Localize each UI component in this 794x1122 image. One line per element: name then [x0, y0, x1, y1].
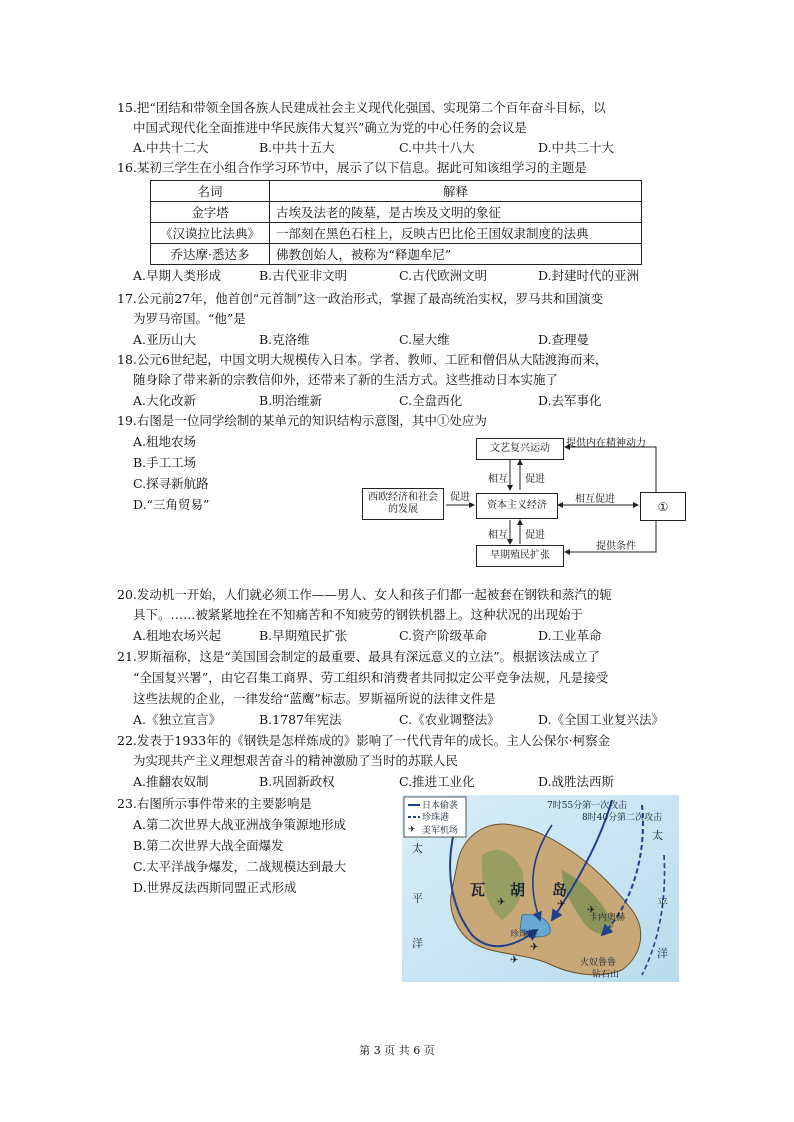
table-row [151, 223, 642, 244]
q23-option-a: A.第二次世界大战亚洲战争策源地形成 [133, 817, 347, 832]
second-attack-label: 8时40分第二次攻击 [582, 813, 663, 823]
legend-japanese-attack: 日本偷袭 [422, 801, 459, 811]
q23-stem: 23.右图所示事件带来的主要影响是 [117, 796, 312, 811]
q16-option-d: D.封建时代的亚洲 [538, 268, 640, 283]
table-header-row [151, 181, 642, 202]
island-name-char-1: 瓦 [470, 881, 486, 899]
q15-option-b: B.中共十五大 [259, 140, 335, 155]
q21-stem-line-3: 这些法规的企业，一律发给“蓝鹰”标志。罗斯福所说的法律文件是 [133, 691, 496, 706]
q17-stem-line-1: 17.公元前27年，他首创“元首制”这一政治形式，掌握了最高统治实权，罗马共和国演变 [117, 291, 604, 306]
place-kaneohe: 卡内奥赫 [589, 913, 626, 923]
pearl-harbor-map [402, 795, 679, 982]
svg-text:✈: ✈ [497, 897, 506, 908]
table-cell-explanation: 古埃及法老的陵墓，是古埃及文明的象征 [270, 202, 642, 223]
q23-option-b: B.第二次世界大战全面爆发 [133, 838, 284, 853]
box-renaissance: 文艺复兴运动 [476, 438, 564, 460]
box-western-economy: 西欧经济和社会的发展 [362, 488, 444, 520]
table-cell-term: 乔达摩·悉达多 [151, 244, 270, 265]
q18-option-d: D.去军事化 [538, 393, 602, 408]
ocean-label-east-3: 洋 [657, 947, 668, 960]
q15-option-c: C.中共十八大 [399, 140, 475, 155]
q18-option-b: B.明治维新 [259, 393, 323, 408]
table-row [151, 244, 642, 265]
svg-text:✈: ✈ [557, 899, 566, 910]
q17-option-d: D.查理曼 [538, 332, 590, 347]
q16-option-a: A.早期人类形成 [133, 268, 222, 283]
q21-option-c: C.《农业调整法》 [399, 712, 500, 727]
legend-pearl-harbor: 珍珠港 [422, 813, 450, 823]
table-header-explanation: 解释 [270, 181, 642, 202]
q22-option-d: D.战胜法西斯 [538, 774, 615, 789]
q16-option-b: B.古代亚非文明 [259, 268, 348, 283]
q17-option-c: C.屋大维 [399, 332, 450, 347]
svg-text:✈: ✈ [408, 825, 416, 835]
svg-text:✈: ✈ [510, 955, 519, 966]
ocean-label-east-1: 太 [652, 829, 663, 842]
label-provide-conditions: 提供条件 [596, 541, 636, 552]
q22-option-c: C.推进工业化 [399, 774, 475, 789]
q20-stem-line-2: 具下。……被紧紧地拴在不知痛苦和不知疲劳的钢铁机器上。这种状况的出现始于 [133, 607, 584, 622]
q15-option-a: A.中共十二大 [133, 140, 209, 155]
q20-option-a: A.租地农场兴起 [133, 628, 222, 643]
q15-option-d: D.中共二十大 [538, 140, 615, 155]
ocean-label-west-2: 平 [412, 892, 423, 905]
q15-stem-line-1: 15.把“团结和带领全国各族人民建成社会主义现代化强国、实现第二个百年奋斗目标，以 [117, 100, 606, 115]
q20-option-b: B.早期殖民扩张 [259, 628, 348, 643]
q21-option-d: D.《全国工业复兴法》 [538, 712, 665, 727]
q18-stem-line-2: 随身除了带来新的宗教信仰外，还带来了新的生活方式。这些推动日本实施了 [133, 372, 559, 387]
table-cell-term: 《汉谟拉比法典》 [151, 223, 270, 244]
q17-option-a: A.亚历山大 [133, 332, 197, 347]
q22-stem-line-1: 22.发表于1933年的《钢铁是怎样炼成的》影响了一代代青年的成长。主人公保尔·柯察金 [117, 733, 611, 748]
q16-option-c: C.古代欧洲文明 [399, 268, 488, 283]
q20-stem-line-1: 20.发动机一开始，人们就必须工作——男人、女人和孩子们都一起被套在钢铁和蒸汽的轭 [117, 587, 612, 602]
q20-option-d: D.工业革命 [538, 628, 602, 643]
table-cell-explanation: 一部刻在黑色石柱上，反映古巴比伦王国奴隶制度的法典 [270, 223, 642, 244]
q22-option-b: B.巩固新政权 [259, 774, 335, 789]
q21-stem-line-1: 21.罗斯福称，这是“美国国会制定的最重要、最具有深远意义的立法”。根据该法成立了 [117, 649, 600, 664]
q15-stem-line-2: 中国式现代化全面推进中华民族伟大复兴”确立为党的中心任务的会议是 [133, 120, 527, 135]
q21-option-b: B.1787年宪法 [259, 712, 342, 727]
ocean-label-east-2: 平 [657, 897, 668, 910]
ocean-label-west-1: 太 [412, 842, 423, 855]
q19-stem: 19.右图是一位同学绘制的某单元的知识结构示意图，其中①处应为 [117, 413, 487, 428]
q18-option-c: C.全盘西化 [399, 393, 463, 408]
place-diamond-head: 钻石山 [592, 970, 620, 980]
table-cell-explanation: 佛教创始人，被称为“释迦牟尼” [270, 244, 642, 265]
box-capitalism: 资本主义经济 [476, 493, 558, 519]
island-name-char-2: 胡 [510, 881, 526, 899]
label-promote-1: 促进 [525, 474, 545, 485]
page-number: 第 3 页 共 6 页 [359, 1044, 435, 1057]
island-name-char-3: 岛 [552, 881, 568, 899]
table-header-term: 名词 [151, 181, 270, 202]
svg-text:✈: ✈ [587, 905, 596, 916]
label-promote-left: 促进 [450, 492, 470, 503]
place-pearl-harbor: 珍珠港 [510, 930, 538, 940]
q18-stem-line-1: 18.公元6世纪起，中国文明大规模传入日本。学者、教师、工匠和僧侣从大陆渡海而来， [117, 352, 608, 367]
q17-option-b: B.克洛维 [259, 332, 310, 347]
label-promote-2: 促进 [525, 530, 545, 541]
q23-option-d: D.世界反法西斯同盟正式形成 [133, 880, 297, 895]
box-blank-1: ① [640, 492, 686, 521]
q22-option-a: A.推翻农奴制 [133, 774, 209, 789]
table-row [151, 202, 642, 223]
svg-text:✈: ✈ [530, 942, 539, 953]
q19-option-d: D.“三角贸易” [133, 497, 210, 512]
legend-us-airfield: 美军机场 [422, 826, 459, 836]
q17-stem-line-2: 为罗马帝国。“他”是 [133, 311, 246, 326]
q19-option-b: B.手工工场 [133, 455, 197, 470]
label-spirit-driver: 提供内在精神动力 [566, 438, 646, 449]
label-mutual-2: 相互 [488, 530, 508, 541]
q19-option-a: A.租地农场 [133, 434, 197, 449]
q18-option-a: A.大化改新 [133, 393, 197, 408]
q21-stem-line-2: “全国复兴署”，由它召集工商界、劳工组织和消费者共同拟定公平竞争法规，凡是接受 [133, 670, 609, 685]
knowledge-structure-diagram [360, 432, 690, 572]
label-mutual-1: 相互 [488, 474, 508, 485]
place-honolulu: 火奴鲁鲁 [580, 958, 617, 968]
q21-option-a: A.《独立宣言》 [133, 712, 222, 727]
q19-option-c: C.探寻新航路 [133, 476, 209, 491]
first-attack-label: 7时55分第一次攻击 [547, 801, 628, 811]
q16-stem: 16.某初三学生在小组合作学习环节中，展示了以下信息。据此可知该组学习的主题是 [117, 160, 587, 175]
q22-stem-line-2: 为实现共产主义理想艰苦奋斗的精神激励了当时的苏联人民 [133, 753, 459, 768]
q20-option-c: C.资产阶级革命 [399, 628, 488, 643]
q23-option-c: C.太平洋战争爆发，二战规模达到最大 [133, 859, 347, 874]
box-colonial-expansion: 早期殖民扩张 [476, 545, 564, 567]
ocean-label-west-3: 洋 [412, 937, 423, 950]
q16-terms-table [150, 180, 642, 265]
label-mutual-promote: 相互促进 [575, 494, 615, 505]
table-cell-term: 金字塔 [151, 202, 270, 223]
